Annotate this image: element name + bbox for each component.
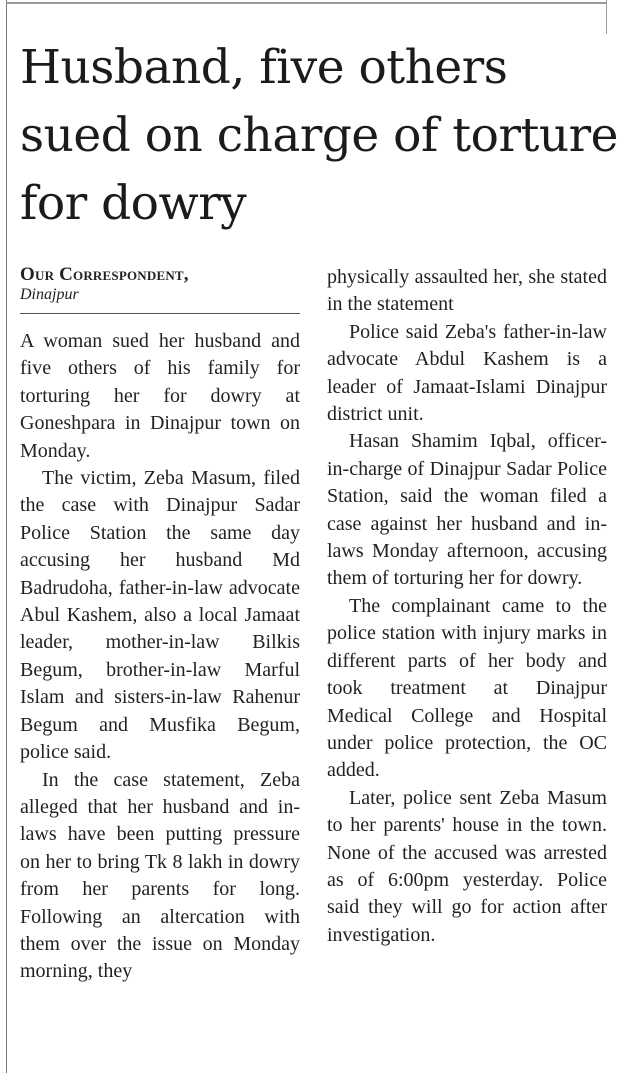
corner-rule xyxy=(606,0,607,34)
article-column-left xyxy=(20,264,300,986)
page-edge-line xyxy=(6,0,7,1073)
article-column-right xyxy=(327,264,607,949)
article-paragraph-7: Later, police sent Zeba Masum to her parents' house in the town. None of the accused was arrested as of 6:00pm yesterday. Police said they will go for action after investigation. xyxy=(327,786,607,946)
article-headline: Husband, five others sued on charge of torture for dowry xyxy=(20,40,618,231)
article-paragraph-3-continued: physically assaulted her, she stated in the statement xyxy=(327,266,607,316)
byline-divider xyxy=(20,313,300,314)
article-paragraph-3: In the case statement, Zeba alleged that her husband and in-laws have been putting pressure on her to bring Tk 8 lakh in dowry from her parents for long. Following an altercation with them over the issue on Monday morning, they xyxy=(20,768,300,983)
byline-author: Our Correspondent, xyxy=(20,264,189,285)
article-paragraph-6: The complainant came to the police station with injury marks in different parts of her body and took treatment at Dinajpur Medical College and Hospital under police protection, the OC added. xyxy=(327,594,607,782)
article-paragraph-4: Police said Zeba's father-in-law advocate Abdul Kashem is a leader of Jamaat-Islami Dinajpur district unit. xyxy=(327,320,607,426)
top-rule xyxy=(6,2,606,4)
byline-location: Dinajpur xyxy=(20,286,79,303)
article-paragraph-1: A woman sued her husband and five others of his family for torturing her for dowry at Goneshpara in Dinajpur town on Monday. xyxy=(20,330,300,462)
article-paragraph-5: Hasan Shamim Iqbal, officer-in-charge of Dinajpur Sadar Police Station, said the woman filed a case against her husband and in-laws Monday afternoon, accusing them of torturing her for dowry. xyxy=(327,430,607,590)
article-paragraph-2: The victim, Zeba Masum, filed the case with Dinajpur Sadar Police Station the same day accusing her husband Md Badrudoha, father-in-law advocate Abul Kashem, also a local Jamaat leader, mother-in-law Bilkis Begum, brother-in-law Marful Islam and sisters-in-law Rahenur Begum and Musfika Begum, police said. xyxy=(20,467,300,764)
